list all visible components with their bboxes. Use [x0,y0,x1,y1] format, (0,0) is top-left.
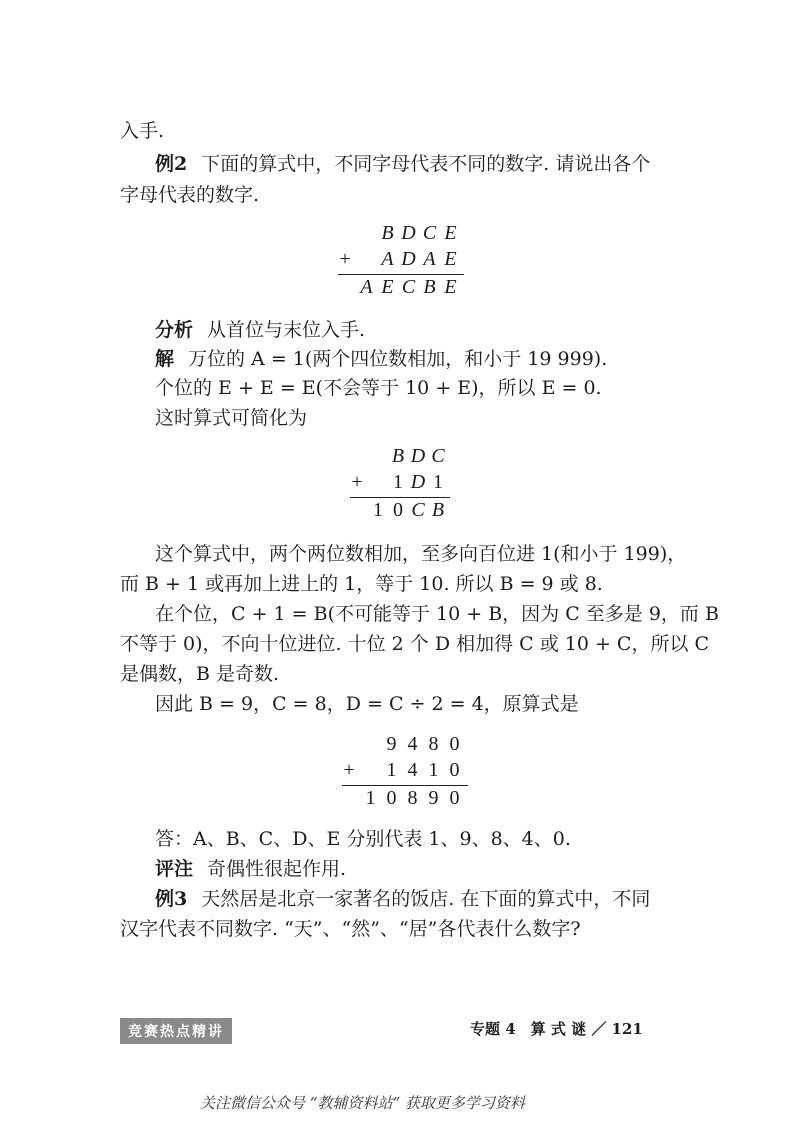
watermark-text: 关注微信公众号 “教辅资料站” 获取更多学习资料 [200,1094,525,1112]
text-line: 这时算式可简化为 [155,407,308,429]
text-line: 字母代表的数字. [120,184,260,206]
addend-row-1: B D C [391,445,445,467]
addend-row-2: + 1 4 1 0 [343,759,460,781]
chapter-page-number: 专题 4 算 式 谜 ／ 121 [470,1020,643,1038]
answer-line: 答：A、B、C、D、E 分别代表 1、9、8、4、0. [155,828,571,850]
text-line: 不等于 0)，不向十位进位. 十位 2 个 D 相加得 C 或 10 + C，所以 C [120,633,710,655]
sum-row: 1 0 8 9 0 [365,787,460,809]
example-2-heading: 例2 下面的算式中，不同字母代表不同的数字. 请说出各个 [155,153,651,175]
addend-row-2: + A D A E [339,248,457,270]
addend-row-1: 9 4 8 0 [386,733,460,755]
text-line: 因此 B = 9，C = 8，D = C ÷ 2 = 4，原算式是 [155,693,579,715]
analysis-line: 分析 从首位与末位入手. [155,319,366,341]
sum-rule [342,785,468,786]
sum-rule [338,274,464,275]
sum-rule [350,497,450,498]
example-3-heading: 例3 天然居是北京一家著名的饭店. 在下面的算式中，不同 [155,888,651,910]
text-line: 是偶数，B 是奇数. [120,663,280,685]
text-line: 入手. [120,120,165,142]
text-line: 个位的 E + E = E(不会等于 10 + E)，所以 E = 0. [155,377,602,399]
addend-row-1: B D C E [381,222,457,244]
text-line: 汉字代表不同数字. “天”、“然”、“居”各代表什么数字? [120,918,581,940]
sum-row: A E C B E [360,276,457,298]
text-line: 而 B + 1 或再加上进上的 1，等于 10. 所以 B = 9 或 8. [120,573,603,595]
text-line: 这个算式中，两个两位数相加，至多向百位进 1(和小于 199)， [155,543,687,565]
solution-line: 解 万位的 A = 1(两个四位数相加，和小于 19 999). [155,348,608,370]
series-label: 竞赛热点精讲 [120,1018,232,1044]
addend-row-2: + 1 D 1 [351,471,443,493]
text-line: 在个位，C + 1 = B(不可能等于 10 + B，因为 C 至多是 9，而 B [155,603,719,625]
sum-row: 1 0 C B [373,499,445,521]
comment-line: 评注 奇偶性很起作用. [155,858,347,880]
